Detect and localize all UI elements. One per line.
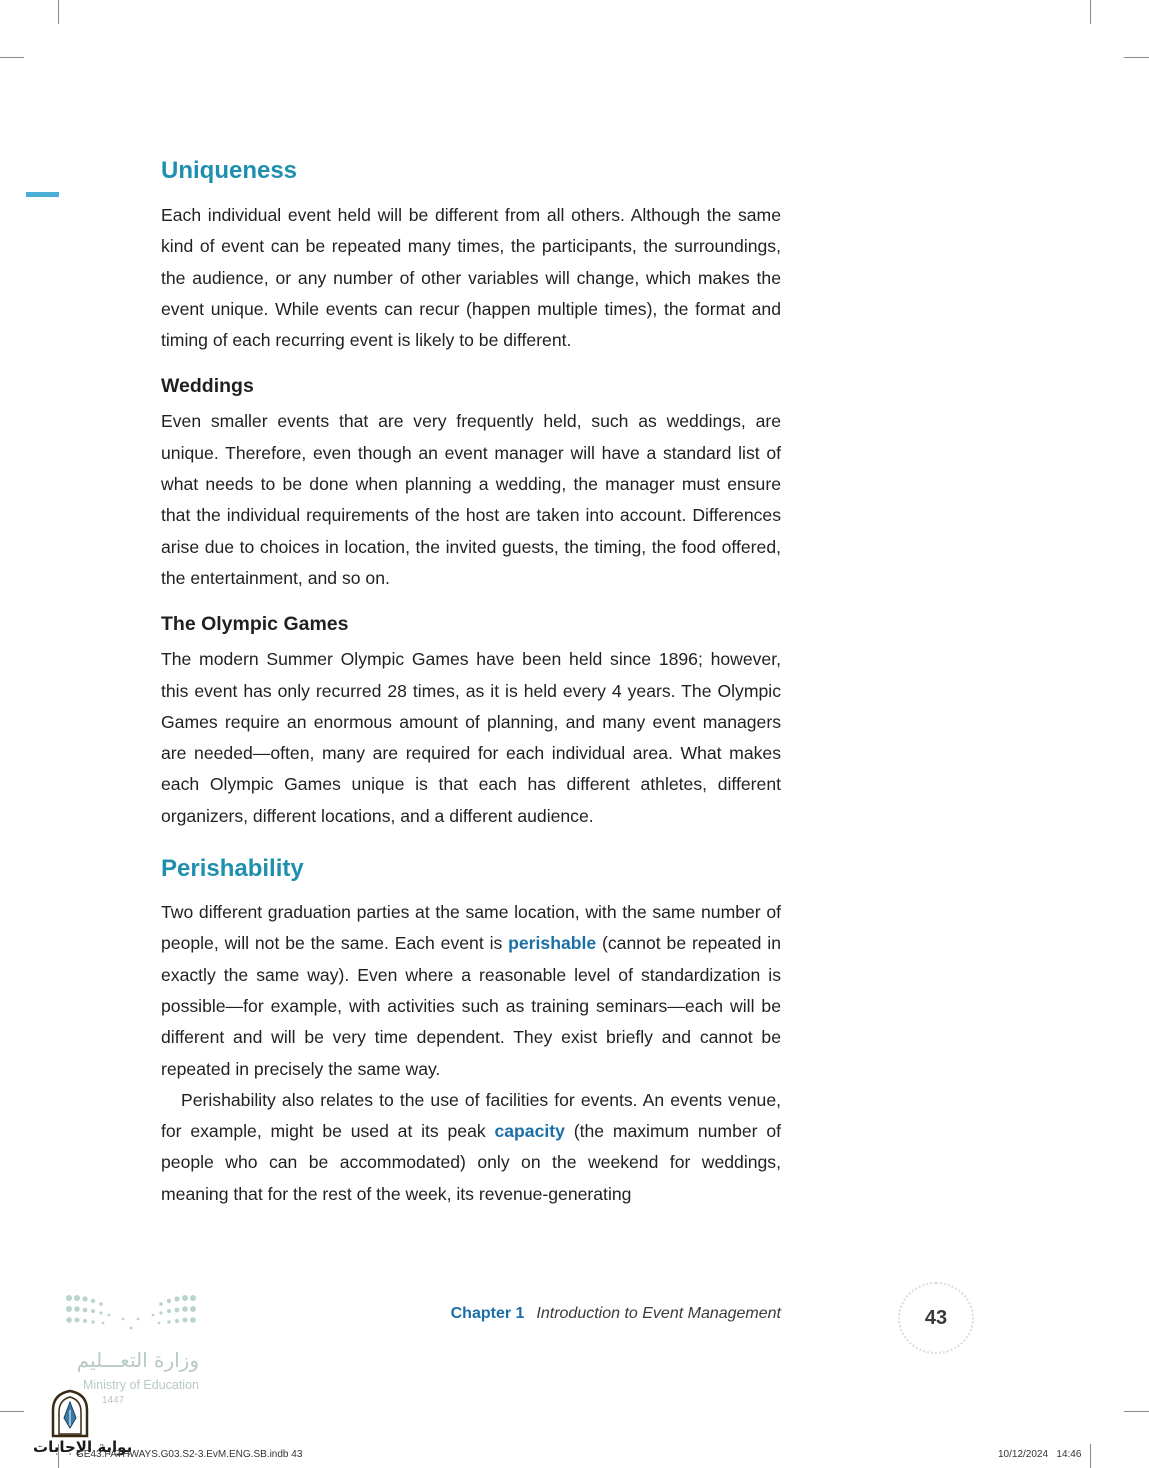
- logo-year: 1447: [102, 1395, 125, 1406]
- text-run: (the maximum number of people who can be accommodated) only on the weekend for weddings, meaning that for the rest of the week, its revenue-generating: [161, 1121, 781, 1204]
- weddings-heading: Weddings: [161, 375, 254, 398]
- uniqueness-paragraph: Each individual event held will be different from all others. Although the same kind of event can be repeated many times, the participants, the surroundings, the audience, or any number of other variables will change, which makes the event unique. While events can recur (happen multiple times), the format and timing of each recurring event is likely to be different.: [161, 205, 781, 351]
- chapter-title: Introduction to Event Management: [536, 1305, 781, 1322]
- crop-mark: [58, 0, 59, 24]
- perishability-heading: Perishability: [161, 855, 304, 883]
- page-body: [161, 152, 781, 1210]
- crop-mark: [1124, 1411, 1149, 1412]
- pen-nib-watermark-icon: [45, 1388, 95, 1438]
- text-run: (cannot be repeated in exactly the same way). Even where a reasonable level of standardization is possible—for example, with activities such as training seminars—each will be different and will be very time dependent. They exist briefly and cannot be repeated in precisely the same way.: [161, 933, 781, 1079]
- ministry-name-arabic: وزارة التعـــليم: [76, 1348, 199, 1372]
- crop-mark: [0, 57, 24, 58]
- chapter-label: Chapter 1: [450, 1305, 525, 1322]
- crop-mark: [1124, 57, 1149, 58]
- key-term-capacity: capacity: [494, 1121, 565, 1142]
- crop-mark: [0, 1411, 24, 1412]
- chapter-footer: [423, 1305, 781, 1323]
- crop-mark: [1090, 1444, 1091, 1468]
- print-slug-datetime: 10/12/2024 14:46: [998, 1449, 1082, 1460]
- olympics-heading: The Olympic Games: [161, 613, 349, 636]
- ministry-name-english: Ministry of Education: [82, 1378, 199, 1392]
- olympics-paragraph: The modern Summer Olympic Games have been held since 1896; however, this event has only recurred 28 times, as it is held every 4 years. The Olympic Games require an enormous amount of planning, and many event managers are needed—often, many are required for each individual area. What makes each Olympic Games unique is that each has different athletes, different organizers, different locations, and a different audience.: [161, 649, 781, 826]
- perishability-paragraph-1: [161, 897, 781, 1085]
- text-run: Perishability also relates to the use of facilities for events. An events venue, for example, might be used at its peak: [161, 1089, 781, 1142]
- uniqueness-heading: Uniqueness: [161, 157, 298, 184]
- ministry-logo-dots-icon: [63, 1292, 199, 1340]
- section-accent-bar: [26, 192, 59, 197]
- page-number: 43: [924, 1306, 948, 1329]
- watermark-text: بوابة الإجابات: [33, 1438, 133, 1456]
- page-number-badge: [898, 1282, 974, 1354]
- print-slug-file: GE43.PATHWAYS.G03.S2-3.EvM.ENG.SB.indb 43: [76, 1449, 303, 1460]
- key-term-perishable: perishable: [508, 933, 597, 954]
- crop-mark: [1090, 0, 1091, 24]
- text-run: Two different graduation parties at the same location, with the same number of people, will not be the same. Each event is: [161, 902, 781, 954]
- perishability-paragraph-2: [161, 1085, 781, 1210]
- weddings-paragraph: Even smaller events that are very frequently held, such as weddings, are unique. Therefore, even though an event manager will have a standard list of what needs to be done when planning a wedding, the manager must ensure that the individual requirements of the host are taken into account. Differences arise due to choices in location, the invited guests, the timing, the food offered, the entertainment, and so on.: [161, 411, 781, 588]
